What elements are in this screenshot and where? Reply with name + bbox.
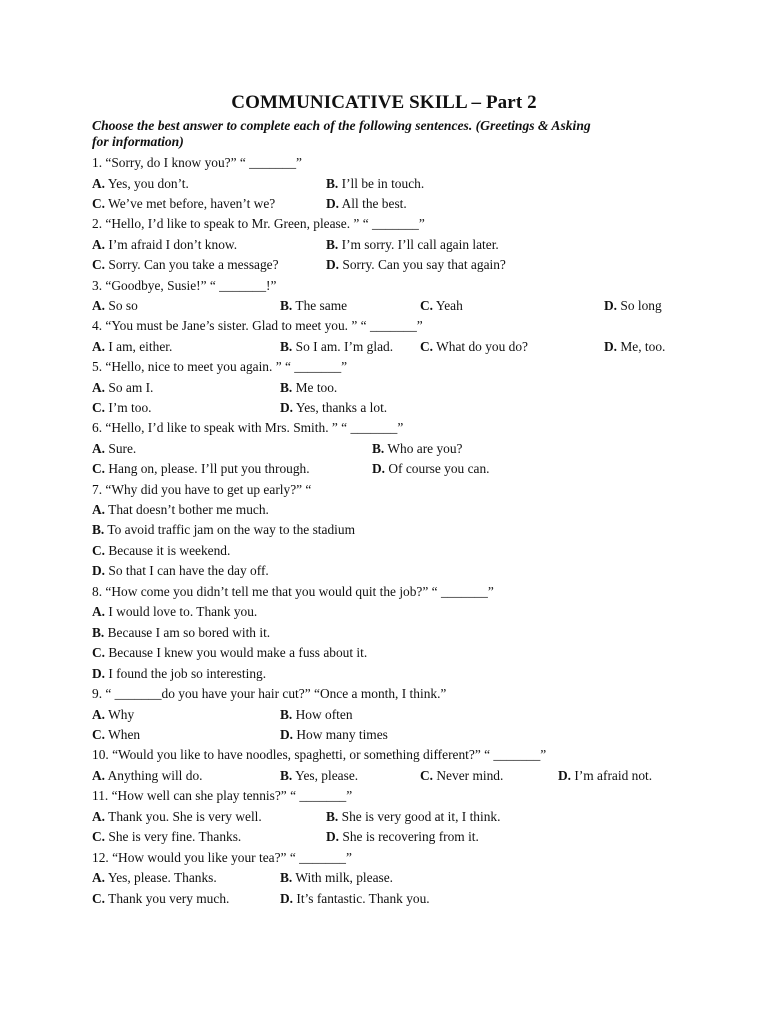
option-4b: B. So I am. I’m glad. bbox=[280, 339, 394, 354]
option-6c: C. Hang on, please. I’ll put you through. bbox=[92, 461, 310, 476]
option-12b: B. With milk, please. bbox=[280, 870, 394, 885]
option-8c: C. Because I knew you would make a fuss about it. bbox=[92, 645, 368, 660]
option-1c: C. We’ve met before, haven’t we? bbox=[92, 196, 276, 211]
option-7d: D. So that I can have the day off. bbox=[92, 563, 269, 578]
option-11d: D. She is recovering from it. bbox=[326, 829, 479, 844]
option-5c: C. I’m too. bbox=[92, 400, 152, 415]
option-10b: B. Yes, please. bbox=[280, 768, 359, 783]
question-11: 11. “How well can she play tennis?” “ _______” bbox=[92, 788, 353, 803]
option-6b: B. Who are you? bbox=[372, 441, 463, 456]
instruction-line: for information) bbox=[92, 134, 184, 149]
option-9b: B. How often bbox=[280, 707, 353, 722]
option-7a: A. That doesn’t bother me much. bbox=[92, 502, 269, 517]
option-6a: A. Sure. bbox=[92, 441, 137, 456]
option-12c: C. Thank you very much. bbox=[92, 891, 230, 906]
option-2b: B. I’m sorry. I’ll call again later. bbox=[326, 237, 499, 252]
option-5d: D. Yes, thanks a lot. bbox=[280, 400, 388, 415]
question-9: 9. “ _______do you have your hair cut?” “Once a month, I think.” bbox=[92, 686, 447, 701]
question-10: 10. “Would you like to have noodles, spaghetti, or something different?” “ _______” bbox=[92, 747, 547, 762]
option-9d: D. How many times bbox=[280, 727, 388, 742]
question-8: 8. “How come you didn’t tell me that you would quit the job?” “ _______” bbox=[92, 584, 494, 599]
option-4c: C. What do you do? bbox=[420, 339, 528, 354]
page-title: COMMUNICATIVE SKILL – Part 2 bbox=[231, 92, 537, 113]
question-7: 7. “Why did you have to get up early?” “ bbox=[92, 482, 312, 497]
question-1: 1. “Sorry, do I know you?” “ _______” bbox=[92, 155, 302, 170]
question-12: 12. “How would you like your tea?” “ _______” bbox=[92, 850, 352, 865]
option-9c: C. When bbox=[92, 727, 141, 742]
option-8a: A. I would love to. Thank you. bbox=[92, 604, 258, 619]
option-3c: C. Yeah bbox=[420, 298, 463, 313]
question-5: 5. “Hello, nice to meet you again. ” “ _______” bbox=[92, 359, 348, 374]
option-3d: D. So long bbox=[604, 298, 662, 313]
instructions bbox=[92, 118, 692, 150]
option-1a: A. Yes, you don’t. bbox=[92, 176, 189, 191]
option-12d: D. It’s fantastic. Thank you. bbox=[280, 891, 430, 906]
option-2d: D. Sorry. Can you say that again? bbox=[326, 257, 506, 272]
option-4d: D. Me, too. bbox=[604, 339, 666, 354]
instruction-line: Choose the best answer to complete each of the following sentences. (Greetings & Asking bbox=[92, 118, 591, 133]
option-10d: D. I’m afraid not. bbox=[558, 768, 653, 783]
question-6: 6. “Hello, I’d like to speak with Mrs. Smith. ” “ _______” bbox=[92, 420, 404, 435]
option-11c: C. She is very fine. Thanks. bbox=[92, 829, 242, 844]
question-3: 3. “Goodbye, Susie!” “ _______!” bbox=[92, 278, 277, 293]
option-10c: C. Never mind. bbox=[420, 768, 504, 783]
option-7c: C. Because it is weekend. bbox=[92, 543, 231, 558]
option-4a: A. I am, either. bbox=[92, 339, 173, 354]
option-3a: A. So so bbox=[92, 298, 138, 313]
option-8b: B. Because I am so bored with it. bbox=[92, 625, 271, 640]
option-6d: D. Of course you can. bbox=[372, 461, 490, 476]
option-5b: B. Me too. bbox=[280, 380, 338, 395]
option-1d: D. All the best. bbox=[326, 196, 407, 211]
question-4: 4. “You must be Jane’s sister. Glad to meet you. ” “ _______” bbox=[92, 318, 423, 333]
option-2c: C. Sorry. Can you take a message? bbox=[92, 257, 279, 272]
option-2a: A. I’m afraid I don’t know. bbox=[92, 237, 238, 252]
option-3b: B. The same bbox=[280, 298, 348, 313]
option-8d: D. I found the job so interesting. bbox=[92, 666, 267, 681]
option-7b: B. To avoid traffic jam on the way to the stadium bbox=[92, 522, 355, 537]
option-11a: A. Thank you. She is very well. bbox=[92, 809, 262, 824]
question-2: 2. “Hello, I’d like to speak to Mr. Green, please. ” “ _______” bbox=[92, 216, 425, 231]
option-11b: B. She is very good at it, I think. bbox=[326, 809, 501, 824]
option-12a: A. Yes, please. Thanks. bbox=[92, 870, 217, 885]
option-5a: A. So am I. bbox=[92, 380, 154, 395]
option-9a: A. Why bbox=[92, 707, 135, 722]
option-10a: A. Anything will do. bbox=[92, 768, 203, 783]
option-1b: B. I’ll be in touch. bbox=[326, 176, 425, 191]
